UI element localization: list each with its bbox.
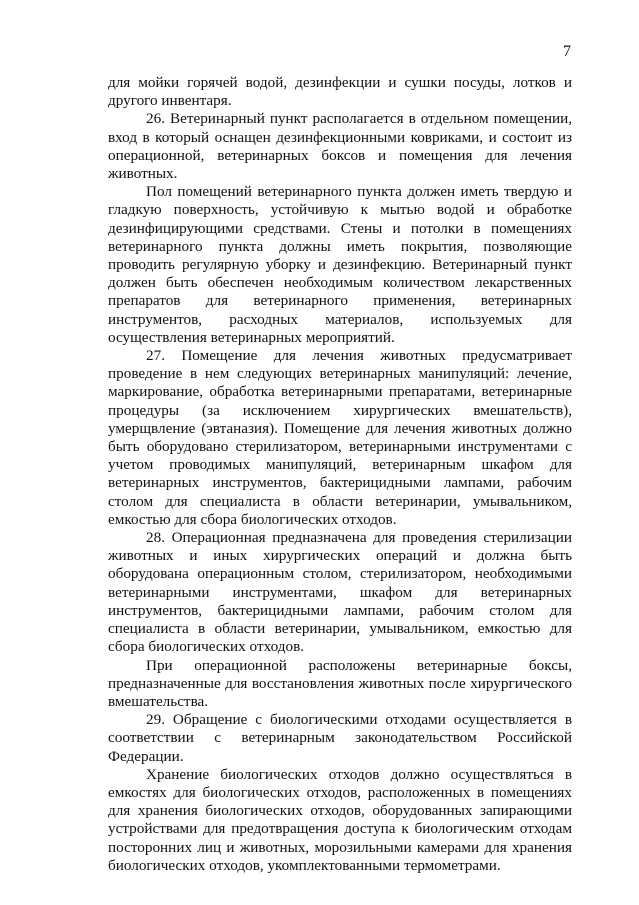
- paragraph-recovery-boxes: При операционной расположены ветеринарные боксы, предназначенные для восстановления животных после хирургического вмешательства.: [108, 656, 572, 710]
- document-body: [108, 74, 572, 875]
- paragraph-item-29: 29. Обращение с биологическими отходами осуществляется в соответствии с ветеринарным законодательством Российской Федерации.: [108, 711, 572, 765]
- paragraph-waste-storage: Хранение биологических отходов должно осуществляться в емкостях для биологических отходов, расположенных в помещениях для хранения биологических отходов, оборудованных запирающими устройствами для предотвращения доступа к биологическим отходам посторонних лиц и животных, морозильными камерами для хранения биологических отходов, укомплектованными термометрами.: [108, 765, 572, 874]
- paragraph-continuation: для мойки горячей водой, дезинфекции и сушки посуды, лотков и другого инвентаря.: [108, 74, 572, 110]
- paragraph-item-28: 28. Операционная предназначена для проведения стерилизации животных и иных хирургических операций и должна быть оборудована операционным столом, стерилизатором, необходимыми ветеринарными инструментами, шкафом для ветеринарных инструментов, бактерицидными лампами, рабочим столом для специалиста в области ветеринарии, умывальником, емкостью для сбора биологических отходов.: [108, 529, 572, 656]
- paragraph-item-26: 26. Ветеринарный пункт располагается в отдельном помещении, вход в который оснащен дезинфекционными ковриками, и состоит из операционной, ветеринарных боксов и помещения для лечения животных.: [108, 110, 572, 183]
- paragraph-floor-requirements: Пол помещений ветеринарного пункта должен иметь твердую и гладкую поверхность, устойчивую к мытью водой и обработке дезинфицирующими средствами. Стены и потолки в помещениях ветеринарного пункта должны иметь покрытия, позволяющие проводить регулярную уборку и дезинфекцию. Ветеринарный пункт должен быть обеспечен необходимым количеством лекарственных препаратов для ветеринарного применения, ветеринарных инструментов, расходных материалов, используемых для осуществления ветеринарных мероприятий.: [108, 183, 572, 346]
- paragraph-item-27: 27. Помещение для лечения животных предусматривает проведение в нем следующих ветеринарных манипуляций: лечение, маркирование, обработка ветеринарными препаратами, ветеринарные процедуры (за исключением хирургических вмешательств), умерщвление (эвтаназия). Помещение для лечения животных должно быть оборудовано стерилизатором, ветеринарными инструментами с учетом проводимых манипуляций, ветеринарным шкафом для ветеринарных инструментов, бактерицидными лампами, рабочим столом для специалиста в области ветеринарии, умывальником, емкостью для сбора биологических отходов.: [108, 347, 572, 528]
- page-number: 7: [563, 43, 571, 60]
